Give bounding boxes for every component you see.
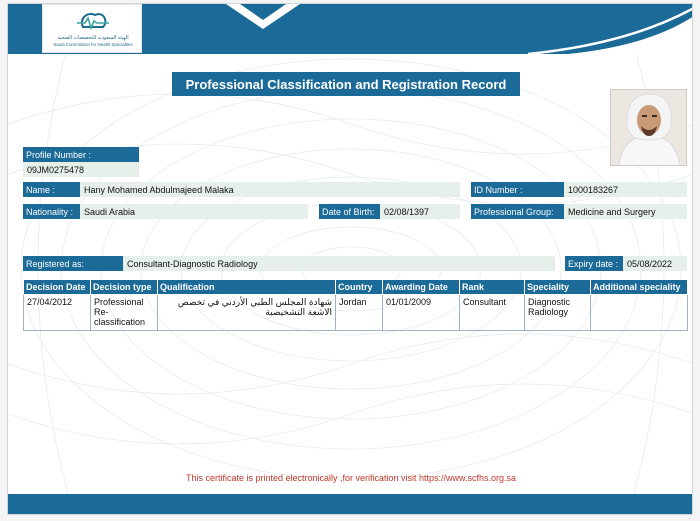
- nationality-label: Nationality :: [23, 204, 80, 219]
- cell-decision-date: 27/04/2012: [24, 295, 91, 331]
- col-header-awarding-date: Awarding Date: [383, 280, 460, 295]
- dob-label: Date of Birth:: [319, 204, 380, 219]
- cell-additional-speciality: [591, 295, 688, 331]
- cell-awarding-date: 01/01/2009: [383, 295, 460, 331]
- name-value: Hany Mohamed Abdulmajeed Malaka: [80, 182, 460, 197]
- col-header-country: Country: [336, 280, 383, 295]
- id-number-value: 1000183267: [564, 182, 687, 197]
- scfhs-logo: [42, 4, 142, 53]
- cell-country: Jordan: [336, 295, 383, 331]
- professional-group-value: Medicine and Surgery: [564, 204, 687, 219]
- registered-as-value: Consultant-Diagnostic Radiology: [123, 256, 555, 271]
- page-title: Professional Classification and Registration Record: [172, 72, 520, 96]
- certificate-page: [7, 3, 693, 515]
- id-number-label: ID Number :: [471, 182, 564, 197]
- cell-qualification: شهادة المجلس الطبي الأردني في تخصص الاشعة التشخيصية: [158, 295, 336, 331]
- scfhs-logo-mark-icon: [73, 9, 113, 35]
- col-header-speciality: Speciality: [525, 280, 591, 295]
- cell-rank: Consultant: [460, 295, 525, 331]
- cell-speciality: Diagnostic Radiology: [525, 295, 591, 331]
- cell-decision-type: Professional Re-classification: [91, 295, 158, 331]
- person-photo-icon: [611, 90, 687, 166]
- registered-as-label: Registered as:: [23, 256, 123, 271]
- footer-band: [8, 494, 693, 515]
- profile-number-value: 09JM0275478: [23, 162, 139, 177]
- decision-table: [23, 279, 688, 331]
- col-header-qualification: Qualification: [158, 280, 336, 295]
- table-header-row: [24, 280, 688, 295]
- logo-arabic-text: الهيئة السعودية للتخصصات الصحية: [57, 35, 129, 41]
- verification-footer: This certificate is printed electronically ,for verification visit https://www.scfhs.org.sa: [185, 473, 517, 483]
- expiry-date-label: Expiry date :: [565, 256, 623, 271]
- col-header-rank: Rank: [460, 280, 525, 295]
- professional-group-label: Professional Group:: [471, 204, 564, 219]
- col-header-decision-date: Decision Date: [24, 280, 91, 295]
- profile-photo: [610, 89, 687, 166]
- dob-value: 02/08/1397: [380, 204, 460, 219]
- logo-english-text: Saudi Commission for Health Specialties: [53, 42, 133, 47]
- profile-number-label: Profile Number :: [23, 147, 139, 162]
- expiry-date-value: 05/08/2022: [623, 256, 687, 271]
- col-header-decision-type: Decision type: [91, 280, 158, 295]
- nationality-value: Saudi Arabia: [80, 204, 308, 219]
- table-row: [24, 295, 688, 331]
- name-label: Name :: [23, 182, 80, 197]
- col-header-additional-speciality: Additional speciality: [591, 280, 688, 295]
